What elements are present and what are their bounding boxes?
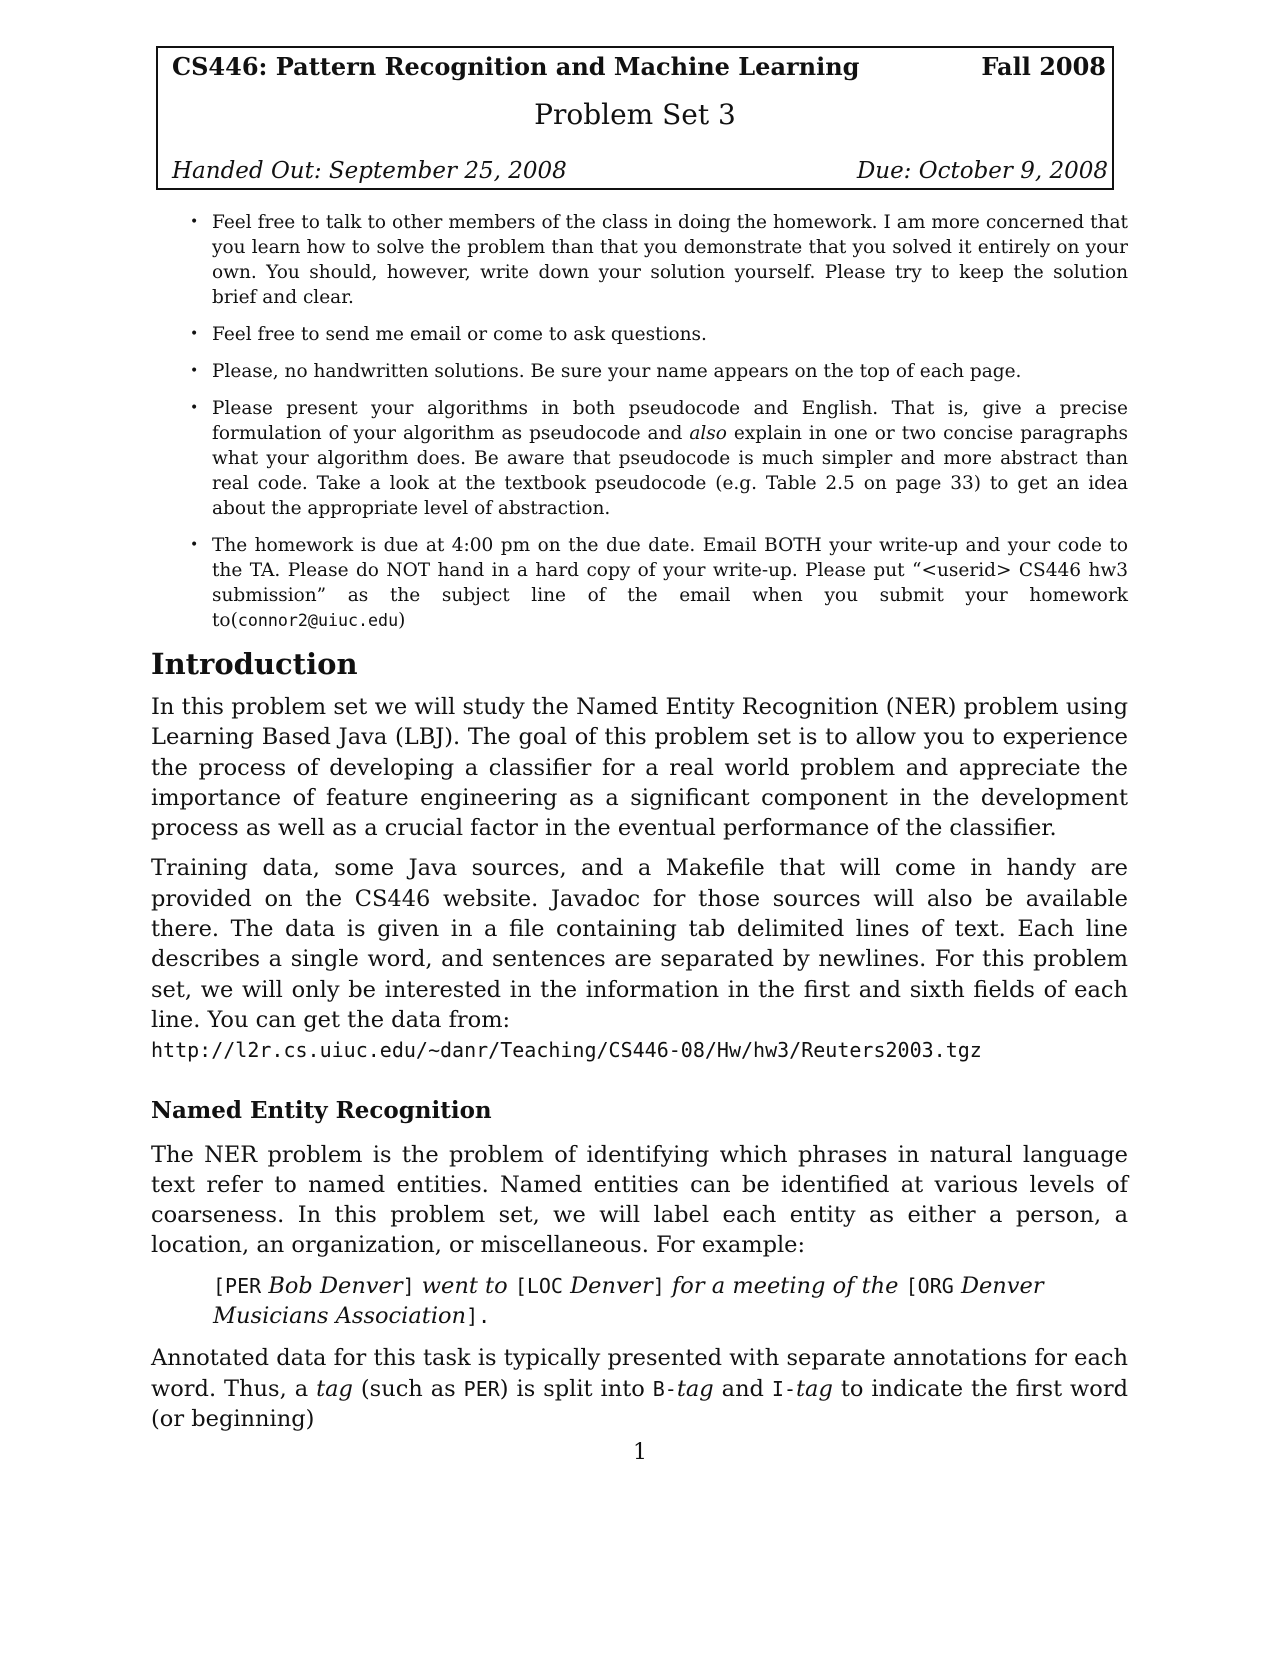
ner-text: (such as — [360, 1375, 456, 1402]
ner-code: I- — [771, 1376, 797, 1401]
term-label: Fall 2008 — [981, 52, 1106, 81]
list-item — [190, 533, 1128, 633]
ner-text: to indicate the first word (or beginning) — [151, 1375, 1129, 1432]
instructions-list — [190, 210, 1128, 645]
list-item — [190, 359, 1128, 384]
ner-heading: Named Entity Recognition — [151, 1096, 492, 1124]
instruction-text: Feel free to talk to other members of the class in doing the homework. I am more concerned that you learn how to solve the problem than that you demonstrate that you solved it entirely on your own. You should, however, write down your solution yourself. Please try to keep the solution brief and clear. — [212, 212, 1128, 308]
instruction-text-a: The homework is due at 4:00 pm on the due date. Email BOTH your write-up and your code to the TA. Please do NOT hand in a hard copy of your write-up. Please put “<userid> CS446 hw3 submission” as the subject line of the email when you submit your homework to( — [212, 535, 1128, 631]
ner-emphasis: tag — [316, 1375, 353, 1402]
example-entity: Bob Denver — [268, 1272, 403, 1299]
bullet-icon: • — [190, 363, 199, 379]
bullet-icon: • — [190, 214, 199, 230]
instruction-text-b: ) — [398, 610, 406, 631]
example-entity: Denver — [570, 1272, 653, 1299]
instruction-emphasis: also — [689, 423, 727, 444]
header-box — [156, 46, 1114, 190]
data-url-link[interactable]: http://l2r.cs.uiuc.edu/∼danr/Teaching/CS446-08/Hw/hw3/Reuters2003.tgz — [151, 1038, 982, 1063]
example-words: went to — [421, 1272, 508, 1299]
example-tag: ] — [652, 1273, 665, 1298]
example-entity: Denver Musicians Association — [213, 1272, 1044, 1330]
ner-code: B- — [652, 1376, 677, 1401]
example-tag: [PER — [213, 1273, 262, 1298]
ta-email-link[interactable]: connor2@uiuc.edu — [237, 611, 399, 630]
introduction-heading: Introduction — [151, 647, 358, 681]
instruction-text: Please, no handwritten solutions. Be sure your name appears on the top of each page. — [212, 361, 1022, 382]
ner-text: and — [721, 1375, 764, 1402]
ner-example — [213, 1271, 1083, 1332]
example-tag: [ORG — [905, 1273, 954, 1298]
ner-emphasis: tag — [676, 1375, 714, 1402]
instruction-text: Feel free to send me email or come to ask questions. — [212, 324, 707, 345]
example-tag: [LOC — [514, 1273, 563, 1298]
problem-set-title: Problem Set 3 — [534, 98, 736, 131]
course-title: CS446: Pattern Recognition and Machine Learning — [172, 52, 860, 81]
list-item — [190, 322, 1128, 347]
bullet-icon: • — [190, 326, 199, 342]
intro-paragraph-2-text: Training data, some Java sources, and a Makefile that will come in handy are provided on the CS446 website. Javadoc for those sources will also be available there. The data is given in a file containing tab delimited lines of text. Each line describes a single word, and sentences are separated by newlines. For this problem set, we will only be interested in the information in the first and sixth fields of each line. You can get the data from: — [151, 855, 1128, 1033]
instruction-text-a: Please present your algorithms in both pseudocode and English. That is, give a precise formulation of your algorithm as pseudocode and — [212, 398, 1128, 444]
intro-paragraph-2 — [151, 853, 1128, 1065]
ner-paragraph-2 — [151, 1343, 1128, 1434]
handed-out-date: Handed Out: September 25, 2008 — [172, 158, 567, 184]
bullet-icon: • — [190, 537, 199, 553]
instruction-text-b: explain in one or two concise paragraphs what your algorithm does. Be aware that pseudocode is much simpler and more abstract than real code. Take a look at the textbook pseudocode (e.g. Table 2.5 on page 33) to get an idea about the appropriate level of abstraction. — [212, 423, 1128, 519]
list-item — [190, 396, 1128, 521]
example-words: for a meeting of the — [671, 1272, 899, 1299]
ner-code: PER — [463, 1376, 500, 1401]
example-tag: ] — [402, 1273, 415, 1298]
ner-paragraph-1: The NER problem is the problem of identifying which phrases in natural language text refer to named entities. Named entities can be identified at various levels of coarseness. In this problem set, we will label each entity as either a person, a location, an organization, or miscellaneous. For example: — [151, 1141, 1128, 1259]
intro-paragraph-1: In this problem set we will study the Named Entity Recognition (NER) problem using Learning Based Java (LBJ). The goal of this problem set is to allow you to experience the process of developing a classifier for a real world problem and appreciate the importance of feature engineering as a significant component in the development process as well as a crucial factor in the eventual performance of the classifier. — [151, 694, 1128, 842]
example-tag: ]. — [466, 1304, 491, 1329]
due-date: Due: October 9, 2008 — [856, 158, 1108, 184]
main-content — [151, 646, 1128, 1444]
ner-emphasis: tag — [796, 1375, 833, 1402]
page-number: 1 — [633, 1440, 647, 1465]
ner-text: Annotated data for this task is typically presented with separate annotations for each word. Thus, a — [151, 1345, 1128, 1402]
ner-text: ) is split into — [499, 1375, 645, 1402]
list-item — [190, 210, 1128, 310]
bullet-icon: • — [190, 400, 199, 416]
